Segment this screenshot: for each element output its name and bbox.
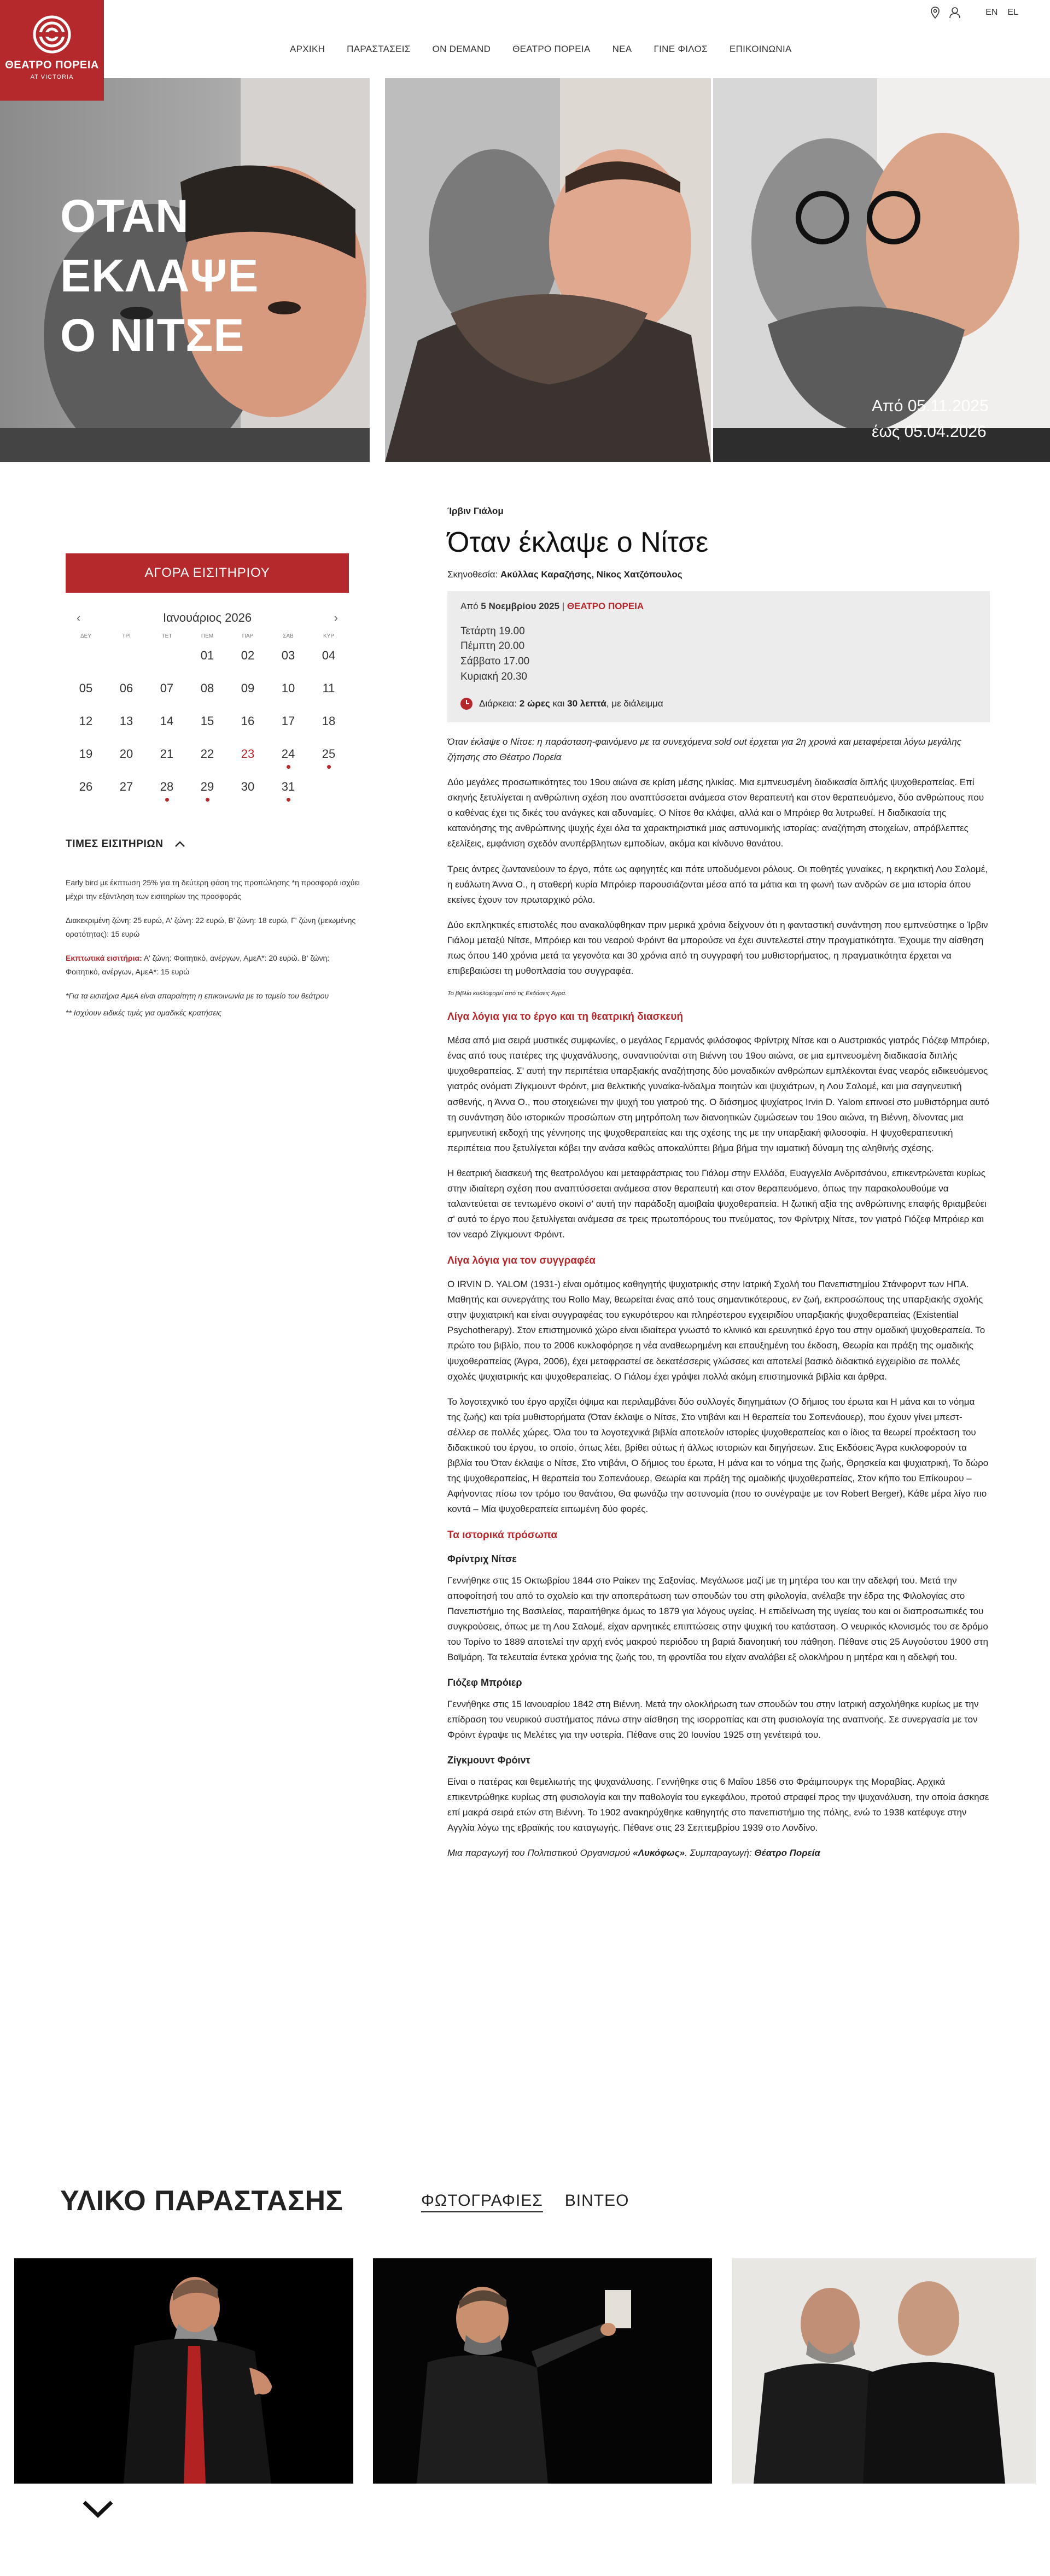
show-details — [447, 504, 990, 1871]
calendar-day[interactable]: 02 — [241, 649, 255, 662]
calendar-header — [66, 606, 349, 630]
production-credit — [447, 1845, 990, 1861]
show-author: Ίρβιν Γιάλομ — [447, 506, 504, 516]
nav-news[interactable]: ΝΕΑ — [612, 44, 632, 54]
hero-dates — [872, 394, 989, 445]
buy-ticket-button[interactable]: ΑΓΟΡΑ ΕΙΣΙΤΗΡΙΟΥ — [66, 553, 349, 593]
ticket-prices-toggle[interactable] — [66, 838, 185, 850]
calendar-weekday: ΠΕΜ — [201, 633, 214, 639]
nav-theatre[interactable]: ΘΕΑΤΡΟ ΠΟΡΕΙΑ — [512, 44, 591, 54]
tab-video[interactable]: ΒΙΝΤΕΟ — [564, 2192, 629, 2210]
schedule-box — [447, 591, 990, 722]
calendar-day[interactable]: 03 — [281, 649, 295, 662]
calendar-days — [66, 645, 349, 809]
person-bio-freud: Είναι ο πατέρας και θεμελιωτής της ψυχανάλυσης. Γεννήθηκε στις 6 Μαΐου 1856 στο Φράιμπουργκ της Μοραβίας. Αρχικά επικεντρώθηκε κυρίως στη φυσιολογία και την παθολογία του εγκεφάλου, προτού στραφεί προς την ψυχανάλυση, την οποία άσκησε επί μακρά σειρά ετών στη Βιέννη. Το 1902 ανακηρύχθηκε καθηγητής στο πανεπιστήμιο της πόλης, ενώ το 1938 κατέφυγε στην Αγγλία λόγω της εβραϊκής του καταγωγής. Πέθανε στις 23 Σεπτεμβρίου 1939 στο Λονδίνο. — [447, 1776, 989, 1833]
venue-link[interactable]: ΘΕΑΤΡΟ ΠΟΡΕΙΑ — [567, 600, 644, 611]
showtime-thursday: Πέμπτη 20.00 — [460, 640, 525, 652]
description-paragraph-3: Δύο εκπληκτικές επιστολές που ανακαλύφθηκαν πριν μερικά χρόνια δείχνουν ότι η φανταστική συνάντηση που εμπνεύστηκε ο Ίρβιν Γιάλομ μεταξύ Νίτσε, Μπρόιερ και του νεαρού Φρόιντ θα μπορούσε να έχει συντελεστεί στην πραγματικότητα. Έχουμε την αίσθηση πως όπου 140 χρόνια μετά τα γεγονότα και 30 χρόνια από τη συγγραφή του μυθιστορήματος, η πραγματικότητα έρχεται να επιβεβαιώσει τη μυθοπλασία του συγγραφέα. — [447, 919, 988, 976]
duration-and: και — [552, 698, 565, 709]
performance-calendar — [66, 606, 349, 809]
section-heading-historical: Τα ιστορικά πρόσωπα — [447, 1529, 558, 1541]
calendar-day[interactable]: 08 — [200, 681, 214, 695]
premiere-from-label: Από — [460, 600, 479, 611]
prices-early-bird: Early bird με έκπτωση 25% για τη δεύτερη φάση της προπώλησης *η προσφορά ισχύει μέχρι την εξάντληση των εισιτηρίων της προσφοράς — [66, 878, 360, 901]
hero-title: ΟΤΑΝ ΕΚΛΑΨΕ Ο ΝΙΤΣΕ — [60, 190, 259, 361]
prices-footnote-1: *Για τα εισιτήρια ΑμεΑ είναι απαραίτητη η επικοινωνία με το ταμείο του θεάτρου — [66, 991, 329, 1000]
chevron-up-icon — [174, 841, 185, 848]
adaptation-paragraph-2: Η θεατρική διασκευή της θεατρολόγου και μεταφράστριας του Γιάλομ στην Ελλάδα, Ευαγγελία Ανδριτσάνου, επικεντρώνεται κυρίως στην ιδιαίτερη σχέση που αναπτύσσεται ανάμεσα στον θεραπευτή και στον θεραπευόμενο, όπως την παρακολουθούμε να ταλαντεύεται σε τεντωμένο σκοινί σ' αυτή την παράδοξη αμοιβαία ψυχοθεραπεία. Η ζωτική αξία της ανθρώπινης επαφής θριαμβεύει σ' αυτό το έργο που ξετυλίγεται ανάμεσα σε τρεις πρωτοπόρους του πνεύματος, τον Φρίντριχ Νίτσε, τον γιατρό Γιόζεφ Μπρόιερ και τον νεαρό Ζίγκμουντ Φρόιντ. — [447, 1167, 987, 1240]
gallery-photo-2[interactable] — [373, 2258, 712, 2484]
calendar-empty-cell — [106, 645, 147, 677]
calendar-day[interactable]: 16 — [241, 714, 255, 728]
language-el-link[interactable]: EL — [1007, 8, 1018, 17]
calendar-day[interactable]: 10 — [281, 681, 295, 695]
language-en-link[interactable]: EN — [985, 8, 998, 17]
tab-photos[interactable]: ΦΩΤΟΓΡΑΦΙΕΣ — [421, 2192, 543, 2212]
nav-contact[interactable]: ΕΠΙΚΟΙΝΩΝΙΑ — [729, 44, 792, 54]
scroll-down-chevron-icon[interactable] — [82, 2500, 114, 2519]
person-heading-freud: Ζίγκμουντ Φρόιντ — [447, 1755, 530, 1766]
person-bio-nietzsche: Γεννήθηκε στις 15 Οκτωβρίου 1844 στο Ραίκεν της Σαξονίας. Μεγάλωσε μαζί με τη μητέρα του και την αδελφή του. Μετά την αποφοίτησή του από το σχολείο και την αποπεράτωση των σπουδών του στη φιλολογία, ανέλαβε την έδρα της Φιλολογίας στο Πανεπιστήμιο της Βασιλείας, παραιτήθηκε όμως το 1879 για λόγους υγείας. Η επιδείνωση της υγείας του και οι διαπροσωπικές του συγκρούσεις, όπως με τη Λου Σαλομέ, είχαν αρνητικές επιπτώσεις στην ψυχική του κατάσταση. Ο νευρικός κλονισμός του σε δρόμο του Τορίνο το 1889 αποτελεί την αρχή ενός μακρού περιόδου τη βαριά διανοητική του πάθηση. Πέθανε στις 25 Αυγούστου 1900 στη Βαϊμάρη. Τα τελευταία έντεκα χρόνια της ζωής του, τη φροντίδα του είχαν αναλάβει εξ ολοκλήρου η μητέρα και η αδελφή του. — [447, 1575, 988, 1663]
hero-portrait-center — [385, 78, 711, 462]
calendar-weekday: ΤΕΤ — [161, 633, 172, 639]
person-bio-breuer: Γεννήθηκε στις 15 Ιανουαρίου 1842 στη Βιέννη. Μετά την ολοκλήρωση των σπουδών του στην Ιατρική ασχολήθηκε κυρίως με την επίδραση του νευρικού συστήματος πάνω στην αίσθηση της ισορροπίας και στη φυσιολογία της αναπνοής. Σε συνεργασία με τον Φρόιντ έγραψε τις Μελέτες για την υστερία. Πέθανε στις 20 Ιουνίου 1925 στη γενέτειρά του. — [447, 1698, 979, 1740]
calendar-weekday: ΔΕΥ — [80, 633, 92, 639]
calendar-day[interactable]: 11 — [322, 681, 335, 695]
logo-title: ΘΕΑΤΡΟ ΠΟΡΕΙΑ — [5, 59, 99, 71]
calendar-day[interactable]: 31 — [268, 776, 308, 809]
calendar-day[interactable]: 24 — [268, 743, 308, 776]
description-paragraph-2: Τρεις άντρες ζωντανεύουν το έργο, πότε ως αφηγητές και πότε υποδυόμενοι ρόλους. Οι ποθητές γυναίκες, η εκρηκτική Λου Σαλομέ, η ευάλωτη Άννα Ο., η σταθερή κυρία Μπρόιερ παρουσιάζονται μέσα από τα μάτια και τη φωνή των ανδρών σε μια ιστορία όπου εκείνες έχουν τον πρωταρχικό ρόλο. — [447, 863, 988, 905]
author-paragraph-2: Το λογοτεχνικό του έργο αρχίζει όψιμα και περιλαμβάνει δύο συλλογές διηγημάτων (Ο δήμιος του έρωτα και Η μάνα και το νόημα της ζωής) και τρία μυθιστορήματα (Όταν έκλαψε ο Νίτσε, Στο ντιβάνι και Η θεραπεία του Σοπενάουερ), που έχουν γίνει μπεστ-σέλλερ σε πολλές χώρες. Όλα του τα λογοτεχνικά βιβλία αποτελούν ιστορίες ψυχοθεραπείας και ο ίδιος τα θεωρεί προέκταση του διδακτικού του έργου, το οποίο, όπως λέει, βρίθει ούτως ή άλλως ιστοριών και διηγήσεων. Στις Εκδόσεις Άγρα κυκλοφορούν τα βιβλία του Όταν έκλαψε ο Νίτσε, Στο ντιβάνι, Ο δήμιος του έρωτα, Η μάνα και το νόημα της ζωής, Θρησκεία και ψυχιατρική, Το δώρο της ψυχοθεραπείας, Η θεραπεία του Σοπενάουερ, Θεωρία και πράξη της ομαδικής ψυχοθεραπείας, Στον κήπο του Επίκουρου – Αφήνοντας πίσω τον τρόμο του θανάτου, Θα φωνάζω την αστυνομία (που το συνέγραψε με τον Robert Berger), Κάθε μέρα λίγο πιο κοντά – Μία ψυχοθεραπεία ειπωμένη δύο φορές. — [447, 1396, 989, 1514]
showtime-sunday: Κυριακή 20.30 — [460, 670, 527, 682]
ticket-prices-panel — [66, 876, 361, 1030]
director-names: Ακύλλας Καραζήσης, Νίκος Χατζόπουλος — [500, 569, 682, 580]
premiere-date: 5 Νοεμβρίου 2025 — [481, 600, 560, 611]
duration-text — [479, 696, 663, 711]
show-highlight-note: Όταν έκλαψε ο Νίτσε: η παράσταση-φαινόμενο με τα συνεχόμενα sold out έρχεται για 2η χρονιά και μεταφέρεται λόγω μεγάλης ζήτησης στο Θέατρο Πορεία — [447, 737, 961, 763]
prices-discounts-label: Εκπτωτικά εισιτήρια: — [66, 954, 142, 962]
premiere-line: Από 5 Νοεμβρίου 2025 | ΘΕΑΤΡΟ ΠΟΡΕΙΑ — [460, 600, 644, 611]
calendar-day[interactable]: 19 — [79, 747, 93, 761]
duration-minutes: 30 λεπτά — [567, 698, 606, 709]
hero-date-from: Από 05.11.2025 — [872, 397, 989, 415]
show-director — [447, 567, 990, 582]
utility-bar — [931, 7, 1018, 19]
calendar-day[interactable]: 01 — [200, 649, 214, 662]
duration-label: Διάρκεια: — [479, 698, 517, 709]
duration-tail: , με διάλειμμα — [606, 698, 663, 709]
nav-become-friend[interactable]: ΓΙΝΕ ΦΙΛΟΣ — [654, 44, 708, 54]
photo-gallery — [14, 2258, 1036, 2484]
main-navigation — [290, 44, 792, 55]
calendar-day[interactable]: 30 — [241, 780, 255, 793]
calendar-empty-cell — [66, 645, 106, 677]
calendar-day[interactable]: 18 — [322, 714, 336, 728]
person-heading-nietzsche: Φρίντριχ Νίτσε — [447, 1553, 517, 1565]
calendar-weekday: ΤΡΙ — [122, 633, 131, 639]
calendar-day[interactable]: 17 — [281, 714, 295, 728]
gallery-photo-3[interactable] — [732, 2258, 1036, 2484]
prices-discounts — [66, 951, 361, 978]
calendar-day[interactable]: 14 — [160, 714, 174, 728]
calendar-day[interactable]: 07 — [160, 681, 174, 695]
author-paragraph-1: O IRVIN D. YALOM (1931-) είναι ομότιμος καθηγητής ψυχιατρικής στην Ιατρική Σχολή του Πανεπιστημίου Στάνφορντ των ΗΠΑ. Μαθητής και συνεργάτης του Rollo May, θεωρείται ένας από τους σημαντικότερους, εν ζωή, εκπροσώπους της υπαρξιακής σχολής στην ψυχιατρική και είναι συγγραφέας του εγκυρότερου και πληρέστερου εγχειριδίου υπαρξιακής ψυχοθεραπείας (Existential Psychotherapy). Στον επιστημονικό χώρο είναι ιδιαίτερα γνωστό το κλινικό και ερευνητικό έργο του στην ομαδική ψυχοθεραπεία. Το πρώτο του βιβλίο, που το 2006 κυκλοφόρησε η νέα αναθεωρημένη και επαυξημένη του έκδοση, Θεωρία και πράξη της ομαδικής ψυχοθεραπείας (Άγρα, 2006), έχει μεταφραστεί σε δεκατέσσερις γλώσσες και αποτελεί βασικό διδακτικό εγχειρίδιο σε πολλές σχολές ψυχιατρικής και ψυχοθεραπείας. Ο Γιάλομ έχει γράψει πολλά ακόμη επιστημονικά βιβλία και άρθρα. — [447, 1279, 985, 1382]
showtime-saturday: Σάββατο 17.00 — [460, 656, 530, 668]
calendar-day[interactable]: 23 — [241, 747, 255, 761]
show-title: Όταν έκλαψε ο Νίτσε — [447, 527, 709, 559]
hero-banner — [0, 78, 1050, 462]
clock-icon — [460, 698, 472, 710]
logo-emblem-icon — [32, 14, 72, 55]
calendar-next-button[interactable]: › — [334, 611, 338, 624]
description-paragraph-1: Δύο μεγάλες προσωπικότητες του 19ου αιώνα σε κρίση μέσης ηλικίας. Μια εμπνευσμένη διαδικασία διπλής ψυχοθεραπείας. Επί σκηνής ξετυλίγεται η ανθρώπινη σχέση που αναπτύσσεται ανάμεσα στον θεραπευτή και στον θεραπευόμενο, δύο ανθρώπους που ο καθένας έχει τις δικές του ανάγκες και αδυναμίες. Ο Νίτσε θα κλάψει, αλλά και ο Μπρόιερ θα λυτρωθεί. Η διαδικασία της κατανόησης της ανθρώπινης ψυχής έχει όλα τα χαρακτηριστικά μιας αστυνομικής ιστορίας: αναζήτηση στοιχείων, απρόβλεπτες εξελίξεις, εμφάνιση σχεδόν ανυπέρβλητων εμποδίων, ακόμα και κίνδυνο θανάτου. — [447, 777, 984, 849]
book-publisher-note: Το βιβλίο κυκλοφορεί από τις Εκδόσεις Άγρα. — [447, 990, 567, 997]
logo-subtitle: ΑΤ VICTORIA — [30, 74, 74, 80]
duration-line — [460, 696, 977, 711]
site-logo[interactable] — [0, 0, 104, 101]
nav-home[interactable]: ΑΡΧΙΚΗ — [290, 44, 325, 54]
gallery-photo-1[interactable] — [14, 2258, 353, 2484]
calendar-day[interactable]: 25 — [308, 743, 349, 776]
showtimes — [460, 624, 977, 684]
section-heading-adaptation: Λίγα λόγια για το έργο και τη θεατρική διασκευή — [447, 1010, 683, 1023]
calendar-weekday: ΚΥΡ — [323, 633, 334, 639]
production-prefix: Μια παραγωγή του Πολιτιστικού Οργανισμού — [447, 1847, 631, 1858]
calendar-day[interactable]: 29 — [187, 776, 228, 809]
calendar-prev-button[interactable]: ‹ — [77, 611, 81, 624]
calendar-day[interactable]: 05 — [79, 681, 93, 695]
adaptation-paragraph-1: Μέσα από μια σειρά μυστικές συμφωνίες, ο μεγάλος Γερμανός φιλόσοφος Φρίντριχ Νίτσε και ο Αυστριακός γιατρός Γιόζεφ Μπρόιερ, ένας από τους πατέρες της ψυχανάλυσης, συναντιούνται στη Βιέννη του 19ου αιώνα, σε μια εμπνευσμένη διαδικασία διπλής ψυχοθεραπείας. Σ' αυτή την περιπέτεια υπαρξιακής αναζήτησης δύο μοναδικών ανθρώπων εμπλέκονται ένας νεαρός ειδικευόμενος γιατρός ονόματι Ζίγκμουντ Φρόιντ, μια θελκτικής γυναίκα-ίνδαλμα ποιητών και ψυχιάτρων, η Λου Σαλομέ, και μια σαγηνευτική ασθενής, η Άννα Ο., που στοιχειώνει την ψυχή του γιατρού της. Ο διάσημος ψυχίατρος Irvin D. Yalom επινοεί στο μυθιστόρημα αυτό τη συνάντηση δύο ιστορικών προσώπων στη μητρόπολη των διανοητικών ζυμώσεων του 19ου αιώνα, τη Βιέννη, δίνοντας μια ερμηνευτική εκδοχή της γέννησης της ψυχοθεραπείας και της σχέσης της με την υπαρξιακή φιλοσοφία. Η ψυχοθεραπευτική περιπέτεια που ξετυλίγεται κόβει την ανάσα καθώς αποκαλύπτει βήμα βήμα την ιαματική δύναμη της αληθινής σχέσης. — [447, 1035, 990, 1153]
calendar-weekday: ΣΑΒ — [283, 633, 294, 639]
coproduction-theatre: Θέατρο Πορεία — [754, 1847, 820, 1858]
calendar-day[interactable]: 09 — [241, 681, 255, 695]
production-organization: «Λυκόφως» — [633, 1847, 685, 1858]
person-heading-breuer: Γιόζεφ Μπρόιερ — [447, 1677, 522, 1689]
calendar-month-label: Ιανουάριος 2026 — [162, 611, 252, 624]
calendar-day[interactable]: 15 — [200, 714, 214, 728]
location-pin-icon[interactable] — [931, 7, 940, 19]
material-tabs — [421, 2192, 629, 2212]
calendar-day[interactable]: 21 — [160, 747, 174, 761]
production-mid: . Συμπαραγωγή: — [685, 1847, 752, 1858]
prices-discounts-text: Α' ζώνη: Φοιτητικό, ανέργων, ΑμεΑ*: 20 ευρώ. Β' ζώνη: Φοιτητικό, ανέργων, ΑμεΑ*: 15 ευρώ — [66, 954, 330, 976]
calendar-empty-cell — [147, 645, 187, 677]
calendar-day[interactable]: 06 — [119, 681, 133, 695]
calendar-weekday: ΠΑΡ — [242, 633, 254, 639]
calendar-day[interactable]: 27 — [119, 780, 133, 793]
calendar-day[interactable]: 26 — [79, 780, 93, 793]
calendar-empty-cell — [308, 776, 349, 809]
nav-performances[interactable]: ΠΑΡΑΣΤΑΣΕΙΣ — [347, 44, 411, 54]
duration-hours: 2 ώρες — [519, 698, 550, 709]
nav-on-demand[interactable]: ON DEMAND — [432, 44, 491, 54]
user-account-icon[interactable] — [949, 7, 960, 19]
showtime-wednesday: Τετάρτη 19.00 — [460, 625, 525, 637]
calendar-day[interactable]: 22 — [200, 747, 214, 761]
calendar-day[interactable]: 04 — [322, 649, 336, 662]
hero-date-to: έως 05.04.2026 — [872, 422, 987, 441]
calendar-day[interactable]: 12 — [79, 714, 93, 728]
material-section-title: ΥΛΙΚΟ ΠΑΡΑΣΤΑΣΗΣ — [60, 2185, 343, 2217]
section-heading-author: Λίγα λόγια για τον συγγραφέα — [447, 1254, 596, 1266]
calendar-day[interactable]: 20 — [119, 747, 133, 761]
director-label: Σκηνοθεσία: — [447, 569, 498, 580]
prices-footnote-2: ** Ισχύουν ειδικές τιμές για ομαδικές κρατήσεις — [66, 1008, 222, 1017]
prices-zones: Διακεκριμένη ζώνη: 25 ευρώ, Α' ζώνη: 22 ευρώ, Β' ζώνη: 18 ευρώ, Γ' ζώνη (μειωμένης ορατότητας): 15 ευρώ — [66, 916, 356, 938]
calendar-weekdays — [66, 633, 349, 639]
calendar-day[interactable]: 28 — [147, 776, 187, 809]
ticket-prices-title: ΤΙΜΕΣ ΕΙΣΙΤΗΡΙΩΝ — [66, 838, 164, 850]
calendar-day[interactable]: 13 — [119, 714, 133, 728]
